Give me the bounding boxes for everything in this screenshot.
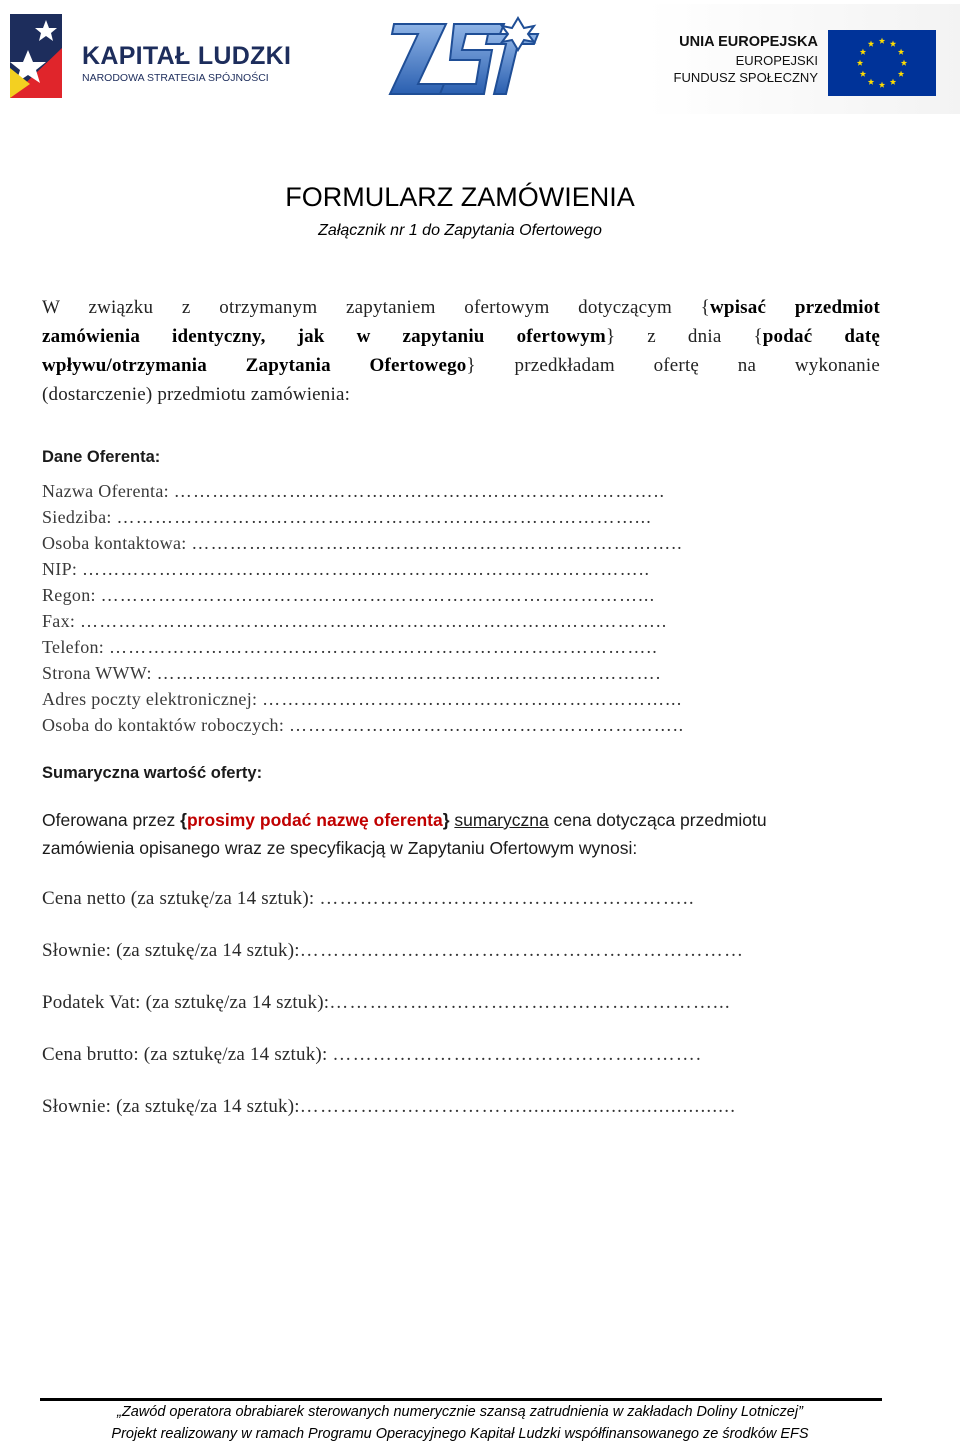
summary-placeholder-oferent: prosimy podać nazwę oferenta <box>186 810 443 830</box>
field-telefon[interactable] <box>42 634 882 660</box>
field-strona-www[interactable] <box>42 660 882 686</box>
intro-text: } przedkładam ofertę na wykonanie <box>466 355 880 376</box>
price-label: Cena netto (za sztukę/za 14 sztuk): <box>42 888 315 909</box>
eu-logo-line1: UNIA EUROPEJSKA <box>679 34 818 50</box>
summary-line-1 <box>42 807 882 834</box>
field-dots: ………………………………………………………... <box>262 689 683 709</box>
price-label: Słownie: (za sztukę/za 14 sztuk): <box>42 940 300 961</box>
summary-underlined: sumaryczna <box>454 810 549 830</box>
field-label: Fax: <box>42 611 76 631</box>
price-label: Podatek Vat: (za sztukę/za 14 sztuk): <box>42 992 330 1013</box>
kapital-ludzki-subtitle: NARODOWA STRATEGIA SPÓJNOŚCI <box>82 72 269 84</box>
price-label: Cena brutto: (za sztukę/za 14 sztuk): <box>42 1044 328 1065</box>
price-slownie-netto[interactable] <box>42 940 882 962</box>
kapital-ludzki-emblem-icon <box>6 8 76 100</box>
price-dots: …………………………………………………... <box>329 992 731 1013</box>
price-dots: …………………………….................................... <box>299 1096 737 1117</box>
eu-flag-icon <box>828 30 936 96</box>
page-title: FORMULARZ ZAMÓWIENIA <box>285 182 635 212</box>
field-osoba-kontaktowa[interactable] <box>42 530 882 556</box>
footer-project-title: „Zawód operatora obrabiarek sterowanych numerycznie szansą zatrudnienia w zakładach Doliny Lotniczej” <box>117 1404 803 1420</box>
field-label: Strona WWW: <box>42 663 152 683</box>
field-label: Telefon: <box>42 637 105 657</box>
field-dots: ………………………………………………………………………….. <box>108 637 658 657</box>
kapital-ludzki-title: KAPITAŁ LUDZKI <box>82 42 292 70</box>
intro-text: } z dnia { <box>605 326 763 347</box>
field-nazwa-oferenta[interactable] <box>42 478 882 504</box>
zst-logo-icon <box>388 14 548 100</box>
eu-logo <box>646 4 960 114</box>
summary-brace: } <box>442 810 450 830</box>
field-fax[interactable] <box>42 608 882 634</box>
footer-divider <box>40 1398 882 1401</box>
field-dots: …………………………………………………………………………….. <box>82 559 651 579</box>
kapital-ludzki-logo <box>6 8 292 100</box>
field-label: Adres poczty elektronicznej: <box>42 689 258 709</box>
field-dots: ………………………………………………………………….. <box>173 481 666 501</box>
field-label: Nazwa Oferenta: <box>42 481 169 501</box>
oferent-heading: Dane Oferenta: <box>42 448 161 466</box>
footer-project-note: Projekt realizowany w ramach Programu Operacyjnego Kapitał Ludzki współfinansowanego ze środków EFS <box>111 1426 809 1442</box>
price-slownie-brutto[interactable] <box>42 1096 882 1118</box>
field-nip[interactable] <box>42 556 882 582</box>
field-label: NIP: <box>42 559 78 579</box>
field-dots: ……………………………………………………………………. <box>156 663 662 683</box>
intro-placeholder-subject-cont: zamówienia identyczny, jak w zapytaniu ofertowym <box>42 326 606 347</box>
zst-logo <box>388 14 548 100</box>
field-label: Regon: <box>42 585 96 605</box>
field-adres-email[interactable] <box>42 686 882 712</box>
intro-line-2 <box>42 322 880 351</box>
intro-line-4: (dostarczenie) przedmiotu zamówienia: <box>42 384 351 405</box>
intro-text: W związku z otrzymanym zapytaniem ofertowym dotyczącym { <box>42 297 711 318</box>
page-subtitle: Załącznik nr 1 do Zapytania Ofertowego <box>318 222 602 239</box>
field-dots: …………………………………………………………………………... <box>100 585 656 605</box>
field-osoba-robocza[interactable] <box>42 712 882 738</box>
price-dots: ………………………………………………………… <box>299 940 745 961</box>
field-dots: ……………………………………………………………………………….. <box>80 611 668 631</box>
summary-text: Oferowana przez <box>42 810 181 830</box>
price-label: Słownie: (za sztukę/za 14 sztuk): <box>42 1096 300 1117</box>
field-siedziba[interactable] <box>42 504 882 530</box>
intro-placeholder-date: podać datę <box>762 326 880 347</box>
field-regon[interactable] <box>42 582 882 608</box>
price-dots: ………………………………………………. <box>332 1044 702 1065</box>
summary-heading: Sumaryczna wartość oferty: <box>42 764 263 782</box>
intro-placeholder-subject: wpisać przedmiot <box>710 297 880 318</box>
intro-line-1 <box>42 293 880 322</box>
field-dots: …………………………………………………….. <box>288 715 685 735</box>
summary-line-2: zamówienia opisanego wraz ze specyfikacją w Zapytaniu Ofertowym wynosi: <box>42 838 638 858</box>
field-label: Osoba do kontaktów roboczych: <box>42 715 285 735</box>
field-dots: ………………………………………………………………………... <box>116 507 652 527</box>
price-netto[interactable] <box>42 888 882 910</box>
field-label: Siedziba: <box>42 507 112 527</box>
intro-placeholder-date-cont: wpływu/otrzymania Zapytania Ofertowego <box>42 355 467 376</box>
price-dots: ……………………………………………….. <box>319 888 695 909</box>
eu-logo-line3: FUNDUSZ SPOŁECZNY <box>673 70 818 85</box>
eu-logo-line2: EUROPEJSKI <box>735 53 818 68</box>
field-dots: ………………………………………………………………….. <box>191 533 683 553</box>
price-brutto[interactable] <box>42 1044 882 1066</box>
summary-text: cena dotycząca przedmiotu <box>548 810 767 830</box>
price-vat[interactable] <box>42 992 882 1014</box>
field-label: Osoba kontaktowa: <box>42 533 187 553</box>
intro-line-3 <box>42 351 880 380</box>
summary-brace: { <box>180 810 187 830</box>
